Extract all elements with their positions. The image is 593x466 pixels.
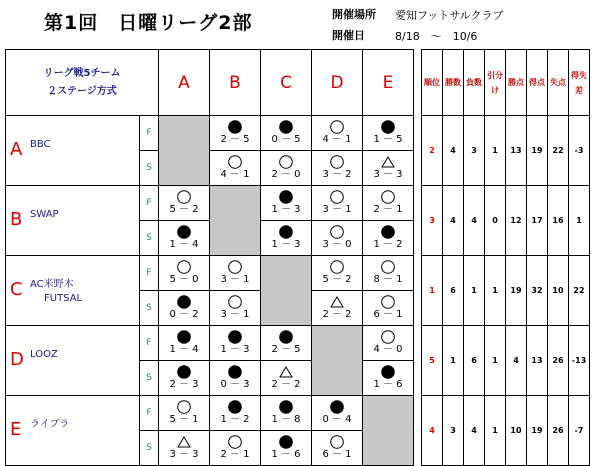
stat-wins: 1 — [443, 326, 464, 396]
loss-circle-icon — [379, 365, 397, 379]
match-score: 1 － 2 — [220, 414, 250, 425]
match-score: 1 － 5 — [373, 134, 403, 145]
loss-circle-icon — [226, 330, 244, 344]
stat-rank: 4 — [422, 396, 443, 466]
win-circle-icon — [175, 190, 193, 204]
self-match-cell — [210, 186, 261, 256]
gap-column — [414, 50, 422, 116]
stat-goals-against: 16 — [548, 186, 569, 256]
match-score: 5 － 2 — [322, 274, 352, 285]
circle-shape — [331, 226, 344, 239]
match-result-cell — [312, 151, 363, 186]
match-result-cell — [159, 326, 210, 361]
match-result-cell — [261, 221, 312, 256]
stat-header-wins: 勝数 — [443, 50, 464, 116]
loss-circle-icon — [379, 120, 397, 134]
match-result-cell — [159, 221, 210, 256]
stat-header-points: 勝点 — [506, 50, 527, 116]
match-result-cell — [210, 116, 261, 151]
match-result-cell — [261, 186, 312, 221]
circle-shape — [280, 331, 293, 344]
team-name — [30, 418, 69, 432]
team-row-e-f — [6, 396, 590, 431]
venue-value: 愛知フットサルクラブ — [395, 9, 504, 22]
match-score: 6 － 1 — [322, 449, 352, 460]
column-header-b: B — [210, 50, 261, 116]
stat-points: 19 — [506, 256, 527, 326]
match-score: 3 － 1 — [220, 274, 250, 285]
win-circle-icon — [379, 330, 397, 344]
stage-label: F — [140, 326, 159, 361]
league-table — [5, 49, 590, 466]
team-letter: C — [10, 279, 23, 300]
loss-circle-icon — [175, 225, 193, 239]
match-score: 0 － 3 — [220, 379, 250, 390]
stat-losses: 6 — [464, 326, 485, 396]
match-score: 5 － 1 — [169, 414, 199, 425]
match-score: 2 － 0 — [271, 169, 301, 180]
match-result-cell — [210, 291, 261, 326]
team-name-line: BBC — [30, 139, 51, 150]
stat-header-goals-against: 失点 — [548, 50, 569, 116]
format-line-2: ２ステージ方式 — [47, 85, 117, 97]
format-header — [6, 50, 159, 116]
match-result-cell — [261, 326, 312, 361]
stat-draws: 1 — [485, 326, 506, 396]
win-circle-icon — [226, 295, 244, 309]
column-header-e: E — [363, 50, 414, 116]
team-name-line: AC米野木 — [30, 279, 74, 290]
circle-shape — [331, 401, 344, 414]
match-result-cell — [210, 326, 261, 361]
column-header-c: C — [261, 50, 312, 116]
match-result-cell — [261, 116, 312, 151]
triangle-shape — [280, 367, 292, 377]
gap-column — [414, 186, 422, 256]
loss-circle-icon — [277, 400, 295, 414]
stat-goal-diff: -13 — [569, 326, 590, 396]
date-value: 8/18 ～ 10/6 — [395, 30, 478, 43]
match-score: 3 － 0 — [322, 239, 352, 250]
circle-shape — [331, 261, 344, 274]
match-result-cell — [312, 291, 363, 326]
match-result-cell — [159, 396, 210, 431]
match-score: 2 － 5 — [271, 344, 301, 355]
match-result-cell — [159, 256, 210, 291]
stat-draws: 0 — [485, 186, 506, 256]
stat-rank: 5 — [422, 326, 443, 396]
loss-circle-icon — [328, 400, 346, 414]
stage-label: F — [140, 256, 159, 291]
circle-shape — [382, 261, 395, 274]
win-circle-icon — [328, 190, 346, 204]
loss-circle-icon — [277, 435, 295, 449]
match-result-cell — [312, 396, 363, 431]
stage-label: S — [140, 431, 159, 466]
stat-goals-for: 32 — [527, 256, 548, 326]
loss-circle-icon — [175, 295, 193, 309]
triangle-shape — [178, 437, 190, 447]
loss-circle-icon — [277, 190, 295, 204]
circle-shape — [382, 366, 395, 379]
stage-label: S — [140, 151, 159, 186]
team-row-d-f — [6, 326, 590, 361]
stat-rank: 2 — [422, 116, 443, 186]
stage-label: S — [140, 361, 159, 396]
match-result-cell — [210, 431, 261, 466]
win-circle-icon — [277, 155, 295, 169]
match-score: 1 － 3 — [271, 204, 301, 215]
match-score: 0 － 5 — [271, 134, 301, 145]
match-score: 8 － 1 — [373, 274, 403, 285]
stat-goal-diff: -7 — [569, 396, 590, 466]
match-result-cell — [159, 186, 210, 221]
loss-circle-icon — [277, 225, 295, 239]
stat-goals-for: 19 — [527, 396, 548, 466]
gap-column — [414, 256, 422, 326]
circle-shape — [280, 121, 293, 134]
date-label: 開催日 — [332, 29, 365, 42]
match-result-cell — [363, 326, 414, 361]
stat-wins: 4 — [443, 186, 464, 256]
match-result-cell — [210, 256, 261, 291]
loss-circle-icon — [277, 120, 295, 134]
circle-shape — [229, 156, 242, 169]
circle-shape — [382, 191, 395, 204]
loss-circle-icon — [379, 225, 397, 239]
match-result-cell — [363, 221, 414, 256]
match-result-cell — [159, 291, 210, 326]
circle-shape — [382, 331, 395, 344]
loss-circle-icon — [226, 120, 244, 134]
stat-header-goal-diff: 得失差 — [569, 50, 590, 116]
match-result-cell — [312, 431, 363, 466]
self-match-cell — [312, 326, 363, 396]
gap-column — [414, 326, 422, 396]
stat-goals-for: 17 — [527, 186, 548, 256]
stat-goal-diff: 22 — [569, 256, 590, 326]
loss-circle-icon — [226, 400, 244, 414]
circle-shape — [229, 296, 242, 309]
circle-shape — [331, 436, 344, 449]
stage-label: S — [140, 291, 159, 326]
match-score: 1 － 4 — [169, 344, 199, 355]
venue-label: 開催場所 — [332, 8, 376, 21]
stat-losses: 4 — [464, 396, 485, 466]
stage-label: S — [140, 221, 159, 256]
circle-shape — [382, 226, 395, 239]
match-score: 0 － 2 — [169, 309, 199, 320]
stat-points: 10 — [506, 396, 527, 466]
loss-circle-icon — [277, 330, 295, 344]
stat-header-draws: 引分け — [485, 50, 506, 116]
match-result-cell — [261, 431, 312, 466]
match-score: 2 － 2 — [271, 379, 301, 390]
stat-rank: 1 — [422, 256, 443, 326]
match-score: 3 － 3 — [169, 449, 199, 460]
loss-circle-icon — [175, 330, 193, 344]
circle-shape — [178, 191, 191, 204]
match-result-cell — [363, 256, 414, 291]
team-name — [30, 278, 82, 306]
stat-losses: 4 — [464, 186, 485, 256]
draw-triangle-icon — [379, 155, 397, 169]
win-circle-icon — [226, 155, 244, 169]
stat-draws: 1 — [485, 396, 506, 466]
stat-goals-against: 10 — [548, 256, 569, 326]
circle-shape — [178, 366, 191, 379]
circle-shape — [229, 261, 242, 274]
circle-shape — [382, 296, 395, 309]
circle-shape — [280, 226, 293, 239]
match-score: 2 － 3 — [169, 379, 199, 390]
match-score: 1 － 4 — [169, 239, 199, 250]
team-row-b-f — [6, 186, 590, 221]
match-result-cell — [210, 151, 261, 186]
stat-points: 4 — [506, 326, 527, 396]
stage-label: F — [140, 186, 159, 221]
team-cell-d — [6, 326, 140, 396]
match-result-cell — [363, 186, 414, 221]
match-result-cell — [312, 256, 363, 291]
match-result-cell — [261, 151, 312, 186]
team-cell-a — [6, 116, 140, 186]
draw-triangle-icon — [277, 365, 295, 379]
match-score: 5 － 0 — [169, 274, 199, 285]
team-cell-b — [6, 186, 140, 256]
win-circle-icon — [175, 260, 193, 274]
team-row-c-f — [6, 256, 590, 291]
gap-column — [414, 116, 422, 186]
win-circle-icon — [328, 435, 346, 449]
circle-shape — [280, 436, 293, 449]
stat-losses: 1 — [464, 256, 485, 326]
loss-circle-icon — [226, 365, 244, 379]
stat-header-losses: 負数 — [464, 50, 485, 116]
page-title: 第1回 日曜リーグ2部 — [44, 12, 253, 34]
circle-shape — [178, 226, 191, 239]
circle-shape — [178, 401, 191, 414]
stat-wins: 4 — [443, 116, 464, 186]
win-circle-icon — [226, 260, 244, 274]
team-letter: D — [10, 349, 24, 370]
circle-shape — [229, 121, 242, 134]
loss-circle-icon — [175, 365, 193, 379]
match-result-cell — [312, 221, 363, 256]
self-match-cell — [159, 116, 210, 186]
match-score: 4 － 1 — [322, 134, 352, 145]
circle-shape — [280, 191, 293, 204]
circle-shape — [382, 121, 395, 134]
match-result-cell — [261, 396, 312, 431]
team-name-line-2: FUTSAL — [44, 293, 83, 304]
team-name-line: ライブラ — [30, 419, 70, 430]
stat-losses: 3 — [464, 116, 485, 186]
match-score: 3 － 1 — [220, 309, 250, 320]
team-cell-e — [6, 396, 140, 466]
match-score: 1 － 6 — [271, 449, 301, 460]
stat-wins: 3 — [443, 396, 464, 466]
draw-triangle-icon — [175, 435, 193, 449]
circle-shape — [178, 261, 191, 274]
match-score: 3 － 2 — [322, 169, 352, 180]
match-result-cell — [159, 431, 210, 466]
team-letter: B — [10, 209, 23, 230]
stat-wins: 6 — [443, 256, 464, 326]
team-name — [30, 208, 59, 222]
circle-shape — [178, 296, 191, 309]
win-circle-icon — [328, 120, 346, 134]
match-score: 4 － 0 — [373, 344, 403, 355]
win-circle-icon — [379, 260, 397, 274]
stat-rank: 3 — [422, 186, 443, 256]
match-result-cell — [312, 116, 363, 151]
team-name — [30, 348, 58, 362]
match-score: 0 － 4 — [322, 414, 352, 425]
draw-triangle-icon — [328, 295, 346, 309]
stat-goal-diff: 1 — [569, 186, 590, 256]
match-result-cell — [159, 361, 210, 396]
circle-shape — [331, 156, 344, 169]
win-circle-icon — [379, 295, 397, 309]
stat-points: 13 — [506, 116, 527, 186]
stat-goals-against: 26 — [548, 396, 569, 466]
circle-shape — [229, 401, 242, 414]
match-score: 1 － 8 — [271, 414, 301, 425]
team-cell-c — [6, 256, 140, 326]
team-letter: E — [10, 419, 22, 440]
stat-draws: 1 — [485, 116, 506, 186]
column-header-d: D — [312, 50, 363, 116]
match-score: 1 － 3 — [220, 344, 250, 355]
gap-column — [414, 396, 422, 466]
team-name-line: SWAP — [30, 209, 59, 220]
triangle-shape — [331, 297, 343, 307]
match-score: 3 － 3 — [373, 169, 403, 180]
match-result-cell — [363, 361, 414, 396]
circle-shape — [229, 366, 242, 379]
match-result-cell — [363, 116, 414, 151]
stat-header-goals-for: 得点 — [527, 50, 548, 116]
match-result-cell — [210, 396, 261, 431]
win-circle-icon — [328, 155, 346, 169]
stat-goals-against: 22 — [548, 116, 569, 186]
match-score: 2 － 2 — [322, 309, 352, 320]
match-score: 6 － 1 — [373, 309, 403, 320]
match-result-cell — [363, 151, 414, 186]
match-result-cell — [261, 361, 312, 396]
win-circle-icon — [379, 190, 397, 204]
match-result-cell — [210, 361, 261, 396]
stat-goals-for: 13 — [527, 326, 548, 396]
match-result-cell — [363, 291, 414, 326]
circle-shape — [280, 401, 293, 414]
match-score: 1 － 3 — [271, 239, 301, 250]
circle-shape — [229, 436, 242, 449]
team-letter: A — [10, 139, 23, 160]
win-circle-icon — [226, 435, 244, 449]
column-header-a: A — [159, 50, 210, 116]
circle-shape — [229, 331, 242, 344]
match-score: 4 － 1 — [220, 169, 250, 180]
win-circle-icon — [328, 225, 346, 239]
win-circle-icon — [175, 400, 193, 414]
team-row-a-f — [6, 116, 590, 151]
circle-shape — [331, 191, 344, 204]
circle-shape — [178, 331, 191, 344]
match-score: 2 － 1 — [373, 204, 403, 215]
stage-label: F — [140, 116, 159, 151]
win-circle-icon — [328, 260, 346, 274]
stat-draws: 1 — [485, 256, 506, 326]
self-match-cell — [363, 396, 414, 466]
self-match-cell — [261, 256, 312, 326]
team-name — [30, 138, 51, 152]
format-line-1: リーグ戦5チーム — [43, 67, 121, 79]
match-score: 2 － 1 — [220, 449, 250, 460]
match-score: 2 － 5 — [220, 134, 250, 145]
stat-goals-for: 19 — [527, 116, 548, 186]
stat-goal-diff: -3 — [569, 116, 590, 186]
match-result-cell — [312, 186, 363, 221]
stat-header-rank: 順位 — [422, 50, 443, 116]
stage-label: F — [140, 396, 159, 431]
circle-shape — [331, 121, 344, 134]
match-score: 5 － 2 — [169, 204, 199, 215]
match-score: 3 － 1 — [322, 204, 352, 215]
circle-shape — [280, 156, 293, 169]
match-score: 1 － 6 — [373, 379, 403, 390]
match-score: 1 － 2 — [373, 239, 403, 250]
stat-goals-against: 26 — [548, 326, 569, 396]
team-name-line: LOOZ — [30, 349, 58, 360]
triangle-shape — [382, 157, 394, 167]
stat-points: 12 — [506, 186, 527, 256]
